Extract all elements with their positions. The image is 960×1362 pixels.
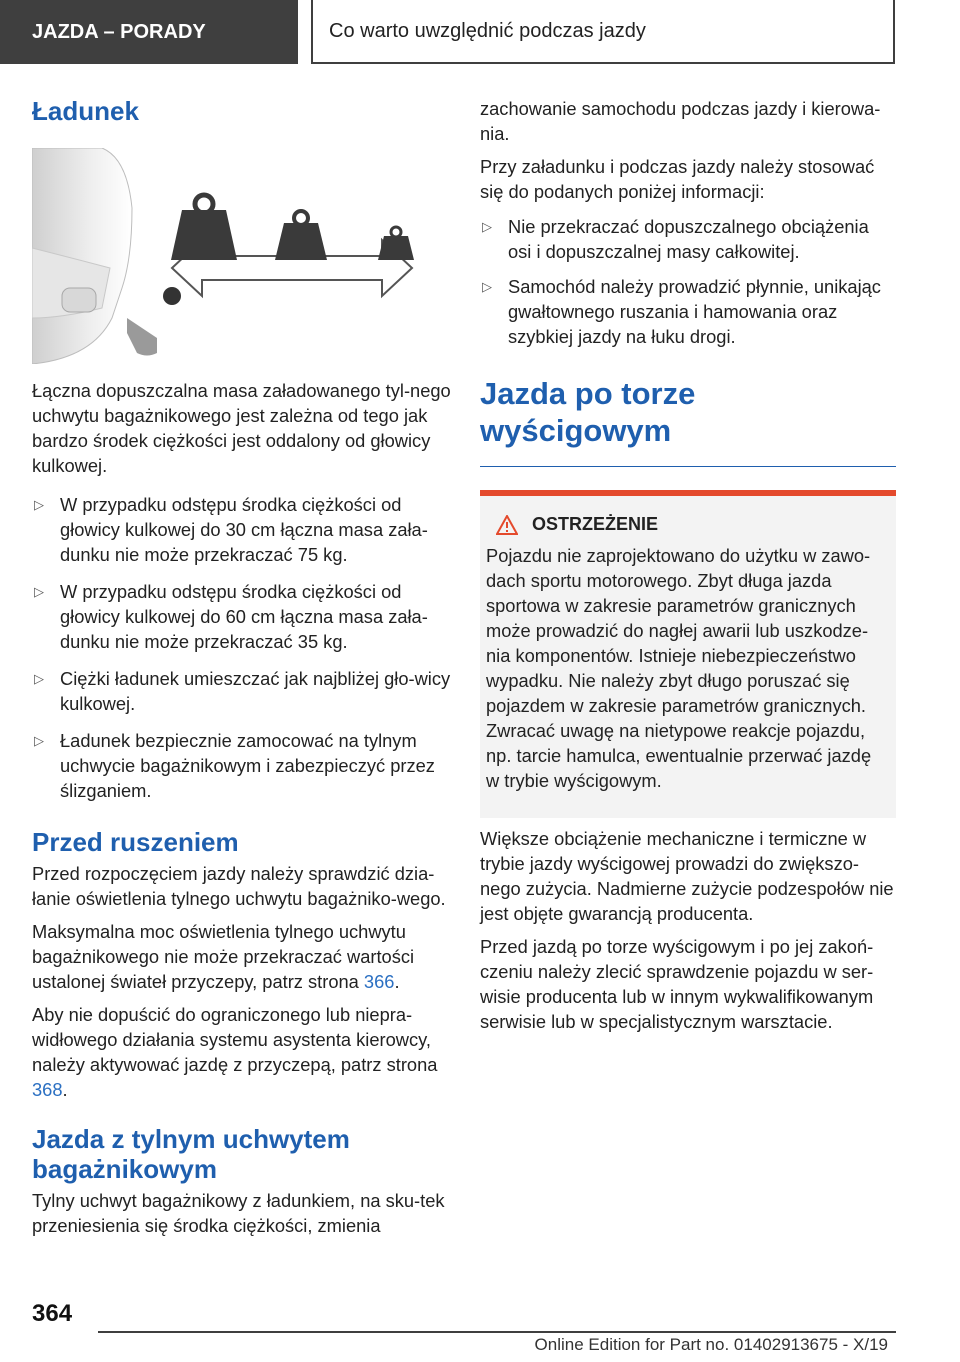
continued-paragraph: zachowanie samochodu podczas jazdy i kierowa-nia. xyxy=(480,98,881,144)
footer-divider xyxy=(98,1331,896,1333)
left-column xyxy=(32,96,452,1238)
bullet-triangle-icon: ▷ xyxy=(34,584,44,599)
list-item: ▷ W przypadku odstępu środka ciężkości od głowicy kulkowej do 60 cm łączna masa zała-dunku nie może przekraczać 35 kg. xyxy=(34,581,428,652)
load-illustration xyxy=(32,148,452,364)
section-tab xyxy=(311,0,895,64)
warning-header xyxy=(486,514,886,535)
track-paragraph-1: Większe obciążenie mechaniczne i termiczne w trybie jazdy wyścigowej prowadzi do zwiększo-nego zużycia. Nadmierne zużycie podzespołów nie jest objęte gwarancją producenta. xyxy=(480,828,894,924)
przed-paragraph-2: Maksymalna moc oświetlenia tylnego uchwytu bagażnikowego nie może przekraczać wartości ustalonej świateł przyczepy, patrz strona 366. xyxy=(32,921,415,992)
warning-triangle-icon xyxy=(496,515,518,535)
instructions-bullets xyxy=(480,214,896,349)
track-paragraph-2: Przed jazdą po torze wyścigowym i po jej zakoń-czeniu należy zlecić sprawdzenie pojazdu w ser-wisie producenta lub w innym wykwalifikowanym serwisie lub w specjalistycznym warsztacie. xyxy=(480,936,874,1032)
instructions-intro: Przy załadunku i podczas jazdy należy stosować się do podanych poniżej informacji: xyxy=(480,156,875,202)
przed-paragraph-1: Przed rozpoczęciem jazdy należy sprawdzić dzia-łanie oświetlenia tylnego uchwytu bagażniko-wego. xyxy=(32,863,446,909)
list-item: ▷ Ciężki ładunek umieszczać jak najbliżej gło-wicy kulkowej. xyxy=(34,668,451,714)
list-item: ▷ Samochód należy prowadzić płynnie, unikając gwałtownego ruszania i hamowania oraz szybkiej jazdy na łuku drogi. xyxy=(482,276,881,347)
bullet-triangle-icon: ▷ xyxy=(34,671,44,686)
bullet-triangle-icon: ▷ xyxy=(34,497,44,512)
section-title: Co warto uwzględnić podczas jazdy xyxy=(329,19,646,42)
track-paragraphs xyxy=(480,826,896,1034)
ladunek-bullets xyxy=(32,492,452,803)
footer-edition: Online Edition for Part no. 01402913675 - X/19 xyxy=(534,1335,888,1354)
ladunek-intro: Łączna dopuszczalna masa załadowanego tyl-nego uchwytu bagażnikowego jest zależna od tego jak bardzo środek ciężkości jest oddalony od głowicy kulkowej. xyxy=(32,380,451,476)
page-link-368[interactable]: 368 xyxy=(32,1079,63,1100)
bullet-triangle-icon: ▷ xyxy=(34,733,44,748)
przed-paragraph-3: Aby nie dopuścić do ograniczonego lub niepra-widłowego działania systemu asystenta kierowcy, należy aktywować jazdę z przyczepą, patrz strona 368. xyxy=(32,1004,438,1100)
heading-jazda-po-torze: Jazda po torze wyścigowym xyxy=(480,376,696,448)
jazda-z-paragraph: Tylny uchwyt bagażnikowy z ładunkiem, na sku-tek przeniesienia się środka ciężkości, zmienia xyxy=(32,1190,445,1236)
heading-ladunek: Ładunek xyxy=(32,96,139,126)
chapter-tab xyxy=(0,0,298,64)
trailer-hitch-weights-illustration xyxy=(32,148,452,364)
heading-jazda-z-uchwytem: Jazda z tylnym uchwytem bagażnikowym xyxy=(32,1124,350,1184)
list-item: ▷ W przypadku odstępu środka ciężkości od głowicy kulkowej do 30 cm łączna masa zała-dunku nie może przekraczać 75 kg. xyxy=(34,494,428,565)
chapter-title: JAZDA – PORADY xyxy=(32,20,206,43)
bullet-triangle-icon: ▷ xyxy=(482,219,492,234)
bullet-triangle-icon: ▷ xyxy=(482,279,492,294)
page-link-366[interactable]: 366 xyxy=(363,971,395,992)
warning-box xyxy=(480,490,896,818)
heading-przed-ruszeniem: Przed ruszeniem xyxy=(32,827,239,857)
heading-underline xyxy=(480,466,896,467)
page-number: 364 xyxy=(32,1300,73,1327)
list-item: ▷ Ładunek bezpiecznie zamocować na tylnym uchwycie bagażnikowym i zabezpieczyć przez ślizganiem. xyxy=(34,730,435,801)
list-item: ▷ Nie przekraczać dopuszczalnego obciążenia osi i dopuszczalnej masy całkowitej. xyxy=(482,216,869,262)
warning-title: OSTRZEŻENIE xyxy=(532,514,659,534)
warning-text: Pojazdu nie zaprojektowano do użytku w zawo-dach sportu motorowego. Zbyt długa jazda sportowa w zakresie parametrów granicznych może prowadzić do nagłej awarii lub uszkodze-nia komponentów. Istnieje niebezpieczeństwo wypadku. Nie należy zbyt długo poruszać się pojazdem w zakresie parametrów granicznych. Zwracać uwagę na nietypowe reakcje pojazdu, np. tarcie hamulca, ewentualnie przerwać jazdę w trybie wyścigowym. xyxy=(486,545,872,791)
right-column xyxy=(480,96,896,449)
